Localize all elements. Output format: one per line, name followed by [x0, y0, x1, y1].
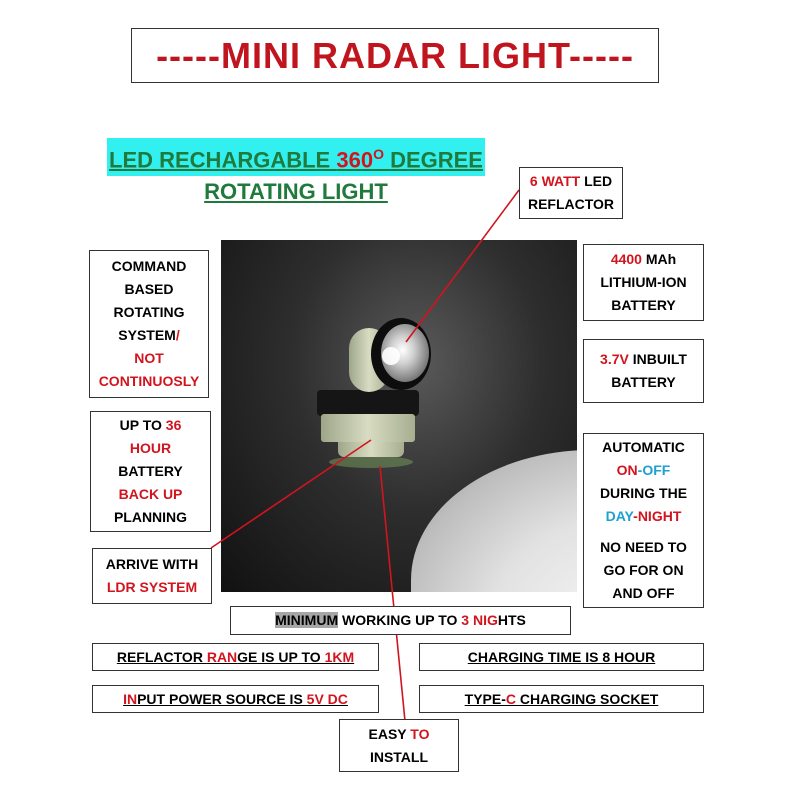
callout-6-watt: [519, 167, 623, 219]
callout-part: LED: [580, 173, 613, 189]
callout-part: GE IS UP TO: [237, 648, 325, 665]
callout-part: TO: [410, 725, 430, 742]
callout-line: BATTERY: [118, 463, 183, 479]
callout-part: -: [637, 462, 643, 478]
callout-battery-capacity: [583, 244, 704, 321]
callout-part: UP TO: [119, 417, 166, 433]
callout-part: RAN: [206, 648, 238, 665]
callout-charging-time: [419, 643, 704, 671]
subtitle-line-2: ROTATING LIGHT: [202, 176, 390, 208]
callout-line: NO NEED TO: [600, 539, 687, 555]
callout-line: HOUR: [129, 440, 172, 456]
callout-line: [617, 459, 671, 482]
callout-line: DURING THE: [599, 485, 688, 501]
callout-minimum-working: [230, 606, 571, 635]
callout-line: [120, 414, 182, 437]
callout-part: WORKING UP TO: [338, 612, 462, 628]
callout-part: 1KM: [324, 648, 355, 665]
callout-line: [275, 609, 526, 632]
callout-part: 6 WATT: [529, 173, 581, 189]
callout-line: ARRIVE WITH: [105, 556, 199, 572]
degree-symbol: O: [373, 146, 384, 162]
callout-part: 3.7V: [600, 351, 629, 367]
callout-part: EASY: [368, 725, 411, 742]
callout-line: BASED: [124, 281, 174, 297]
callout-line: [118, 324, 179, 347]
subtitle-part: DEGREE: [383, 147, 483, 173]
callout-part: 4400: [610, 251, 642, 267]
callout-input-power: [92, 685, 379, 713]
callout-line: BATTERY: [611, 297, 676, 313]
callout-line: [530, 170, 612, 193]
callout-part: CHARGING SOCKET: [516, 690, 659, 707]
callout-part: PUT POWER SOURCE IS: [137, 690, 307, 707]
callout-part: INBUILT: [628, 351, 687, 367]
callout-part: 5V DC: [306, 690, 348, 707]
callout-ldr: [92, 548, 212, 604]
callout-line: AND OFF: [612, 585, 675, 601]
callout-part: NIGHT: [637, 508, 682, 524]
callout-line: [123, 688, 348, 711]
callout-line: AUTOMATIC: [602, 439, 685, 455]
callout-part: IN: [123, 690, 138, 707]
callout-part: OFF: [642, 462, 671, 478]
callout-line: LDR SYSTEM: [106, 579, 198, 595]
callout-line: [600, 348, 687, 371]
callout-line: INSTALL: [369, 748, 429, 765]
callout-line: [117, 646, 354, 669]
callout-part: REFLACTOR: [116, 648, 207, 665]
callout-line: GO FOR ON: [603, 562, 684, 578]
callout-line: PLANNING: [113, 509, 188, 525]
subtitle-degree-number: 360: [336, 147, 374, 173]
callout-backup: [90, 411, 211, 532]
callout-line: CONTINUOSLY: [98, 373, 200, 389]
callout-command-based: [89, 250, 209, 398]
callout-line: NOT: [134, 350, 164, 366]
arrow-watt: [406, 190, 519, 342]
callout-part: MAh: [641, 251, 677, 267]
callout-line: [606, 505, 682, 528]
callout-part: DAY: [605, 508, 634, 524]
callout-line: [369, 723, 430, 746]
callout-line: ROTATING: [113, 304, 185, 320]
callout-range: [92, 643, 379, 671]
callout-line: [611, 248, 676, 271]
callout-part: 3: [461, 612, 470, 628]
callout-part: TYPE-: [464, 690, 506, 707]
callout-part: SYSTEM: [118, 327, 176, 343]
callout-type-c: [419, 685, 704, 713]
arrow-install: [380, 466, 405, 721]
callout-part: NIG: [469, 612, 498, 628]
subtitle-part: LED RECHARGABLE: [109, 147, 337, 173]
callout-line: [465, 688, 659, 711]
callout-part: HTS: [497, 612, 526, 628]
page-title: -----MINI RADAR LIGHT-----: [156, 34, 634, 76]
callout-part: /: [175, 327, 180, 343]
callout-part: ON: [616, 462, 638, 478]
callout-line: BACK UP: [118, 486, 183, 502]
callout-line: LITHIUM-ION: [600, 274, 687, 290]
callout-line: COMMAND: [111, 258, 187, 274]
callout-automatic: [583, 433, 704, 608]
callout-part: -: [633, 508, 638, 524]
callout-part: 36: [165, 417, 182, 433]
callout-line: CHARGING TIME IS 8 HOUR: [467, 648, 656, 665]
callout-voltage: [583, 339, 704, 403]
arrow-ldr: [211, 440, 371, 548]
callout-part: MINIMUM: [275, 612, 339, 628]
callout-line: REFLACTOR: [527, 196, 615, 212]
callout-easy-install: [339, 719, 459, 772]
callout-line: BATTERY: [611, 374, 676, 390]
callout-part: C: [505, 690, 516, 707]
